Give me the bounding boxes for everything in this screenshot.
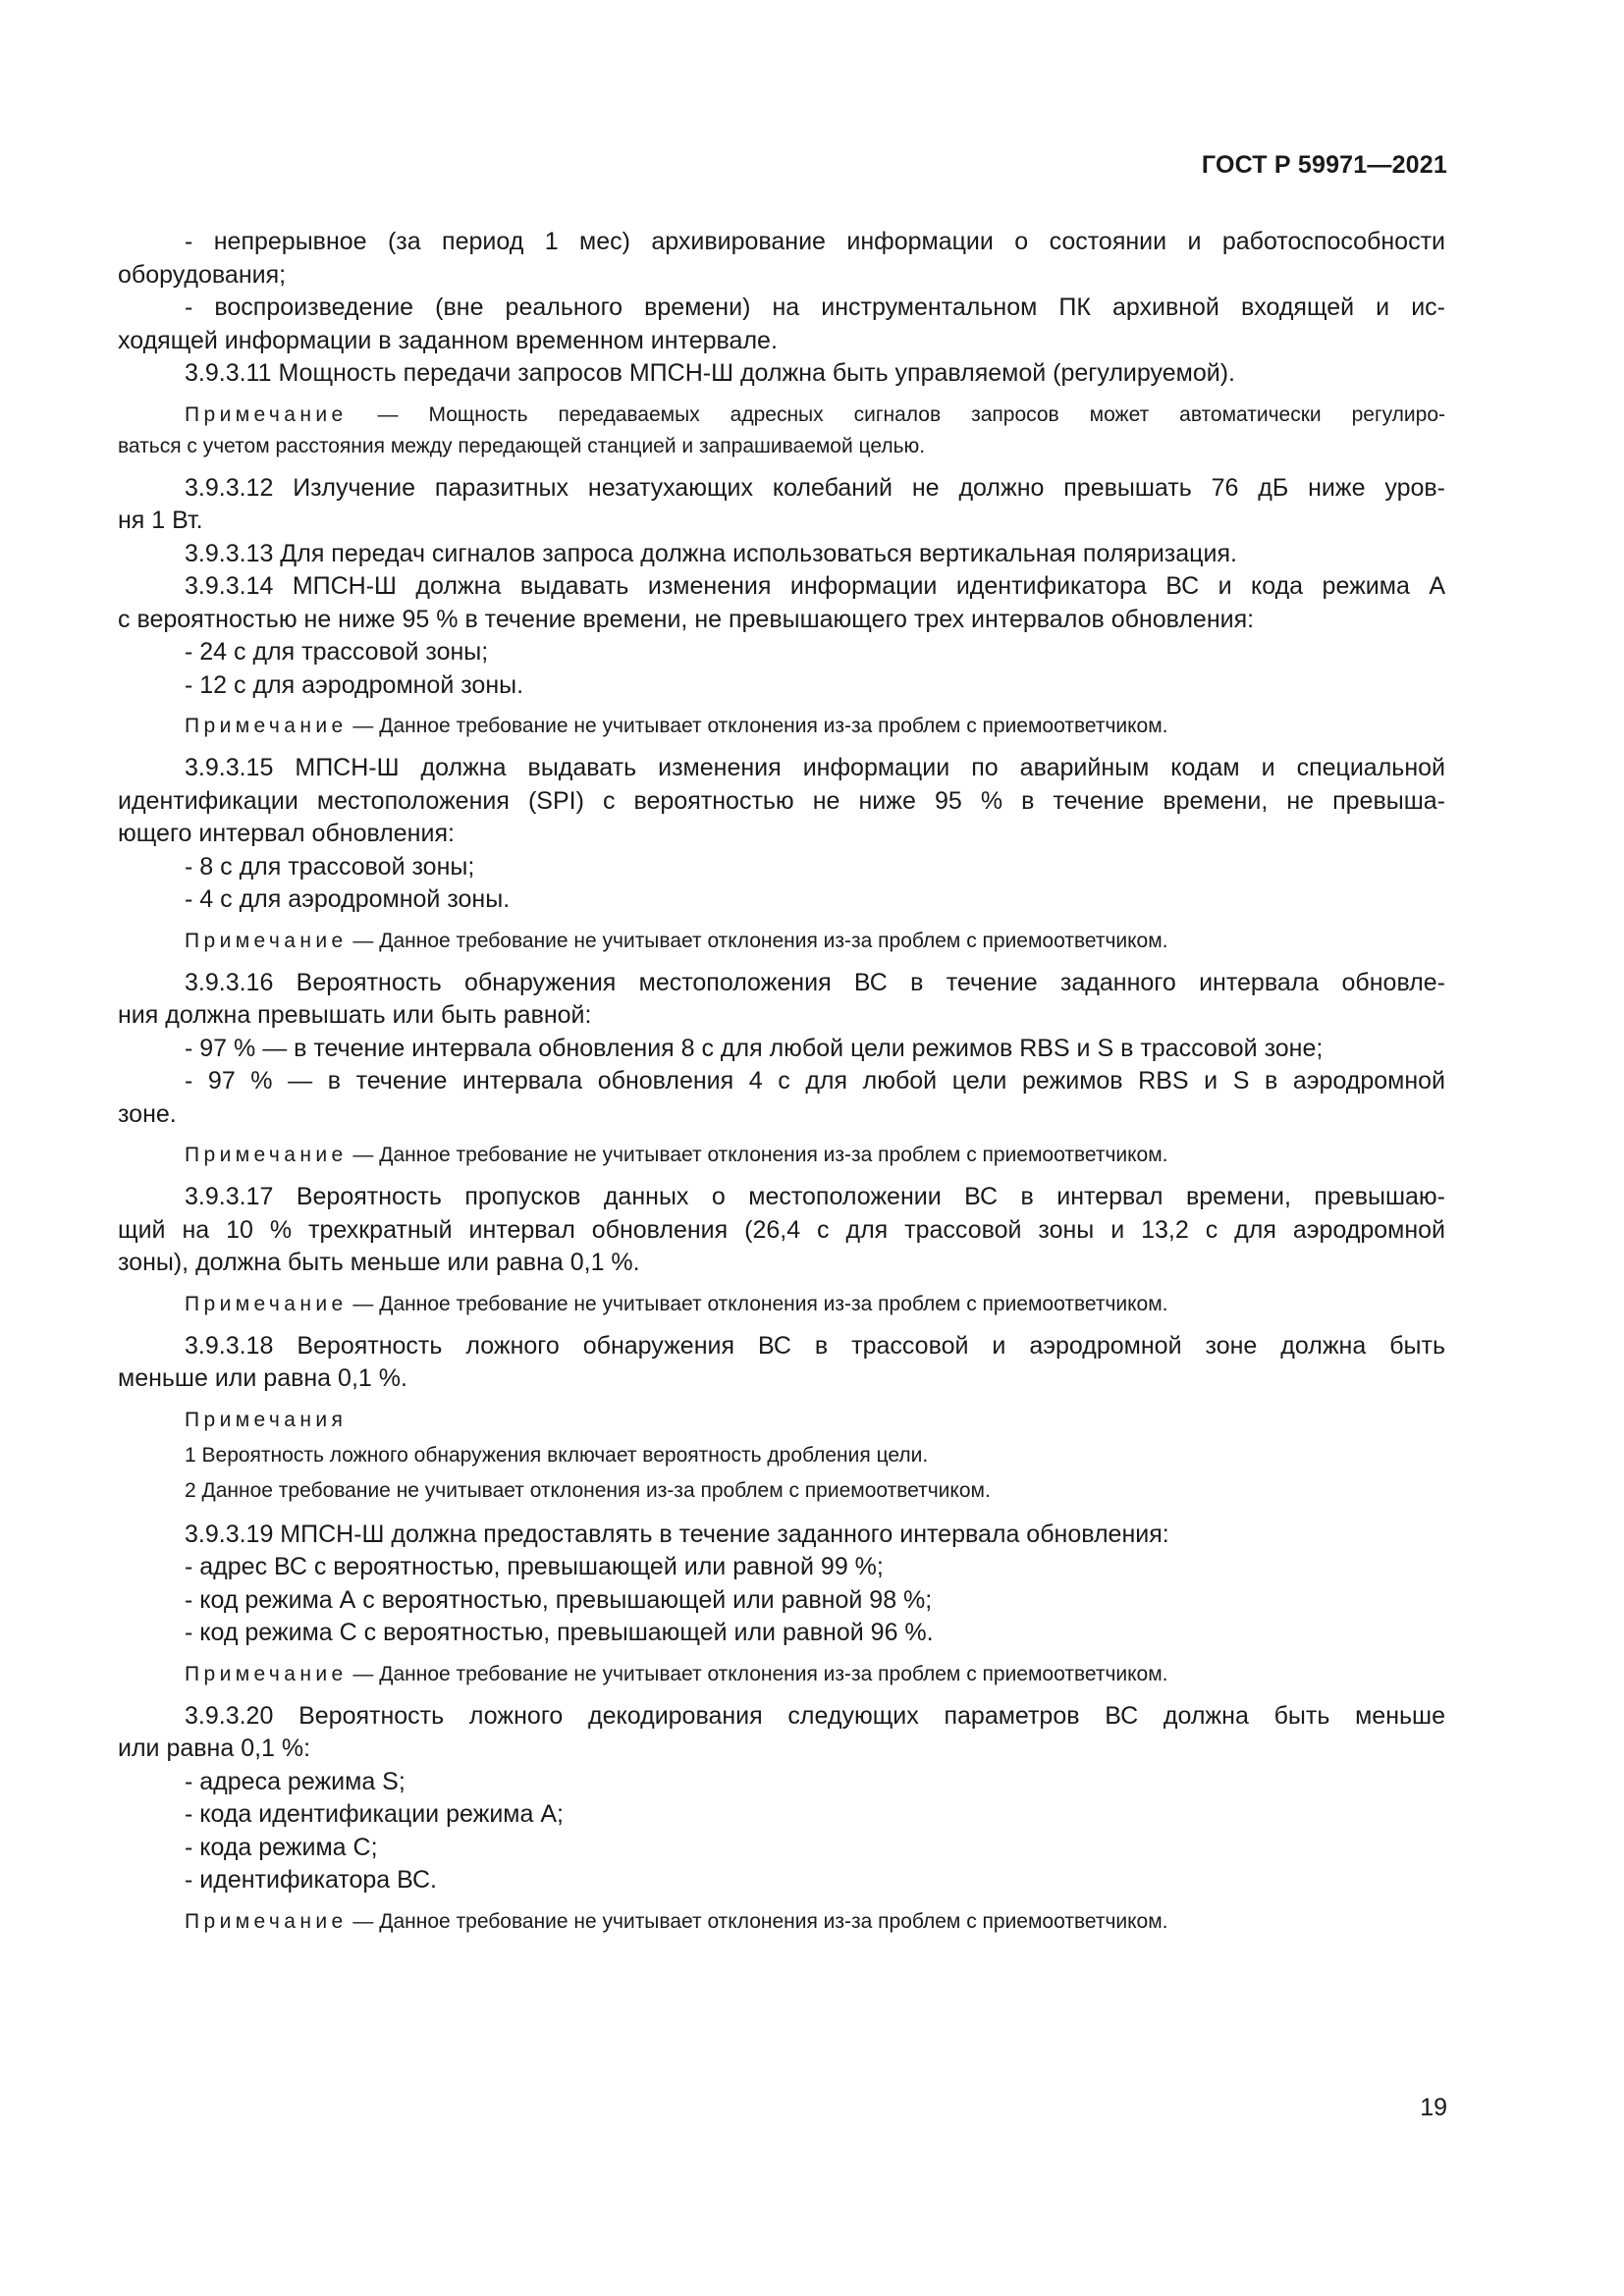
clause-3-9-3-15: 3.9.3.15 МПСН-Ш должна выдавать изменения информации по аварийным кодам и специальной [185,754,1445,781]
list-item: - 97 % — в течение интервала обновления 8 с для любой цели режимов RBS и S в трассовой зоне; [185,1034,1324,1062]
text-line: - воспроизведение (вне реального времени) на инструментальном ПК архивной входящей и ис- [185,294,1445,321]
clause-3-9-3-11: 3.9.3.11 Мощность передачи запросов МПСН-Ш должна быть управляемой (регулируемой). [185,359,1235,387]
note-label: Примечание [185,715,348,737]
note: Примечание — Данное требование не учитывает отклонения из-за проблем с приемоответчиком. [185,1144,1168,1166]
note: Примечание — Данное требование не учитывает отклонения из-за проблем с приемоответчиком. [185,929,1168,952]
clause-3-9-3-13: 3.9.3.13 Для передач сигналов запроса должна использоваться вертикальная поляризация. [185,539,1237,567]
note-label: Примечание [185,402,348,426]
document-code: ГОСТ Р 59971—2021 [1201,151,1447,179]
clause-3-9-3-20: 3.9.3.20 Вероятность ложного декодирования следующих параметров ВС должна быть меньше [185,1701,1445,1730]
text-line: с вероятностью не ниже 95 % в течение времени, не превышающего трех интервалов обновления: [118,605,1255,633]
notes-heading: Примечания [185,1408,348,1431]
list-item: - кода идентификации режима А; [185,1800,564,1828]
text-line: ния должна превышать или быть равной: [118,1001,592,1029]
note-label: Примечание [185,1292,348,1315]
text-line: щий на 10 % трехкратный интервал обновления (26,4 с для трассовой зоны и 13,2 с для аэродромной [118,1215,1445,1244]
text-line: меньше или равна 0,1 %. [118,1364,407,1392]
clause-3-9-3-19: 3.9.3.19 МПСН-Ш должна предоставлять в течение заданного интервала обновления: [185,1520,1169,1548]
text-line: ющего интервал обновления: [118,820,455,847]
list-item: - 24 с для трассовой зоны; [185,638,489,666]
list-item: - 12 с для аэродромной зоны. [185,670,524,699]
note-label: Примечание [185,1909,348,1933]
page-number: 19 [1420,2094,1447,2121]
list-item: - 4 с для аэродромной зоны. [185,885,511,913]
note: Примечание — Данное требование не учитывает отклонения из-за проблем с приемоответчиком. [185,715,1168,737]
list-item: - код режима С с вероятностью, превышающей или равной 96 %. [185,1619,934,1646]
text-line: зоны), должна быть меньше или равна 0,1 %. [118,1249,640,1276]
note: Примечание — Данное требование не учитывает отклонения из-за проблем с приемоответчиком. [185,1662,1168,1685]
list-item: - 8 с для трассовой зоны; [185,852,475,881]
text-line: или равна 0,1 %: [118,1735,311,1762]
clause-3-9-3-18: 3.9.3.18 Вероятность ложного обнаружения ВС в трассовой и аэродромной зоне должна быть [185,1331,1445,1360]
note-item: 1 Вероятность ложного обнаружения включает вероятность дробления цели. [185,1443,929,1467]
note: Примечание — Мощность передаваемых адресных сигналов запросов может автоматически регулиро- [185,402,1445,426]
list-item: - 97 % — в течение интервала обновления 4 с для любой цели режимов RBS и S в аэродромной [185,1067,1445,1095]
note: Примечание — Данное требование не учитывает отклонения из-за проблем с приемоответчиком. [185,1909,1168,1933]
note-label: Примечание [185,1144,348,1166]
clause-3-9-3-16: 3.9.3.16 Вероятность обнаружения местоположения ВС в течение заданного интервала обновле- [185,968,1445,996]
note-continued: ваться с учетом расстояния между передающей станцией и запрашиваемой целью. [118,434,926,457]
list-item: - адреса режима S; [185,1767,406,1795]
text-line: зоне. [118,1099,177,1128]
note-label: Примечание [185,1662,348,1685]
list-item: - код режима А с вероятностью, превышающей или равной 98 %; [185,1585,933,1614]
clause-3-9-3-12: 3.9.3.12 Излучение паразитных незатухающих колебаний не должно превышать 76 дБ ниже уров- [185,473,1445,502]
list-item: - идентификатора ВС. [185,1866,437,1894]
list-item: - кода режима С; [185,1833,378,1861]
note-label: Примечание [185,929,348,952]
list-item: - адрес ВС с вероятностью, превышающей или равной 99 %; [185,1553,884,1580]
text-line: ходящей информации в заданном временном интервале. [118,326,778,354]
clause-3-9-3-14: 3.9.3.14 МПСН-Ш должна выдавать изменения информации идентификатора ВС и кода режима А [185,572,1445,600]
page-body [118,226,1445,1947]
text-line: ня 1 Вт. [118,507,203,534]
text-line: - непрерывное (за период 1 мес) архивирование информации о состоянии и работоспособности [185,228,1445,255]
clause-3-9-3-17: 3.9.3.17 Вероятность пропусков данных о местоположении ВС в интервал времени, превышаю- [185,1183,1445,1210]
note: Примечание — Данное требование не учитывает отклонения из-за проблем с приемоответчиком. [185,1292,1168,1315]
note-item: 2 Данное требование не учитывает отклонения из-за проблем с приемоответчиком. [185,1478,991,1502]
text-line: идентификации местоположения (SPI) с вероятностью не ниже 95 % в течение времени, не превыша- [118,786,1445,815]
text-line: оборудования; [118,260,287,289]
